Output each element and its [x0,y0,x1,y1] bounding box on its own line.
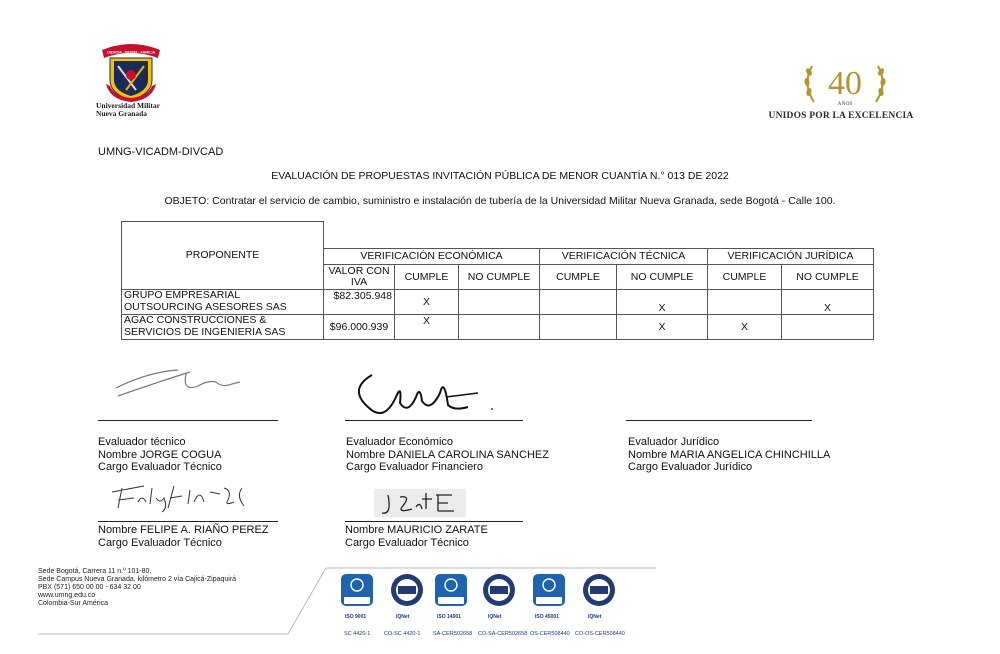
signer-name: Nombre MARIA ANGELICA CHINCHILLA [628,448,831,461]
umng-name-line1: Universidad Militar [96,101,160,110]
col-header-eco-cumple: CUMPLE [395,264,459,289]
col-header-valor: VALOR CON IVA [324,264,395,289]
footer-address2: Sede Campus Nueva Granada, kilómetro 2 vía Cajicá-Zipaquirá [38,576,237,583]
cert-code: SC 4420-1 [344,631,371,637]
group-header-tecnica: VERIFICACIÓN TÉCNICA [540,248,708,264]
cert-label: IQNet [488,614,502,620]
col-header-jur-no-cumple: NO CUMPLE [782,264,874,289]
objeto-text: Contratar el servicio de cambio, suministro e instalación de tubería de la Universidad Militar Nueva Granada, sede Bogotá - Calle 100. [212,195,836,207]
col-header-tec-cumple: CUMPLE [540,264,617,289]
cert-code: CO-OS-CER508440 [575,631,625,637]
signer-role: Evaluador técnico [98,436,186,448]
signature-felipe-riano [104,478,264,514]
row-eco-cumple: X [395,289,459,314]
row-proponente: GRUPO EMPRESARIAL OUTSOURCING ASESORES SAS [122,289,324,314]
col-header-tec-no-cumple: NO CUMPLE [617,264,708,289]
table-row [122,289,874,314]
cert-code: SA-CER502658 [433,631,473,637]
row-eco-cumple: X [395,314,459,339]
signer-cargo: Cargo Evaluador Jurídico [628,461,753,473]
document-title: EVALUACIÓN DE PROPUESTAS INVITACIÓN PÚBLICA DE MENOR CUANTÍA N.° 013 DE 2022 [271,170,729,182]
signature-jorge-cogua [108,362,268,402]
row-tec-no-cumple: X [617,314,708,339]
umng-motto-text: CIENCIA · PATRIA · FAMILIA [106,50,156,55]
anniversary-tagline: UNIDOS POR LA EXCELENCIA [768,111,914,121]
cert-code: CO-SC 4420-1 [384,631,421,637]
iqnet-seal-icon [482,573,516,607]
anniversary-40-logo [800,58,890,110]
header-spacer [324,222,874,249]
icontec-iso14001-seal-icon [434,573,468,607]
umng-wordmark [96,102,160,118]
signer-block-tecnico [98,436,222,474]
signer-role: Evaluador Económico [346,436,454,448]
group-header-juridica: VERIFICACIÓN JURÍDICA [708,248,874,264]
evaluation-table [121,221,874,340]
signer-cargo: Cargo Evaluador Financiero [346,461,483,473]
row-jur-no-cumple: X [782,289,874,314]
row-valor: $82.305.948 [324,289,395,314]
row-jur-cumple [708,289,782,314]
iqnet-seal-icon [390,573,424,607]
footer-phone: PBX (571) 650 00 00 - 634 32 00 [38,584,141,591]
table-row [122,314,874,339]
signature-line-tecnico2 [98,521,278,522]
row-tec-no-cumple: X [617,289,708,314]
anniversary-anos: AÑOS [837,101,853,107]
signer-cargo: Cargo Evaluador Técnico [98,536,222,549]
icontec-iso9001-seal-icon [340,573,374,607]
signer-role: Evaluador Jurídico [628,436,720,448]
signer-cargo: Cargo Evaluador Técnico [345,536,469,549]
certification-seals [334,570,634,650]
col-header-eco-no-cumple: NO CUMPLE [459,264,540,289]
row-eco-no-cumple [459,289,540,314]
signer-block-tecnico2 [98,524,269,549]
umng-name-line2: Nueva Granada [96,109,148,118]
signer-block-tecnico3 [345,524,488,549]
footer-web-link[interactable]: www.umng.edu.co [38,592,96,599]
table-header-row-top [122,222,874,249]
cert-label: ISO 45001 [535,614,559,620]
iqnet-seal-icon [582,573,616,607]
cert-label: ISO 14001 [437,614,461,620]
objeto-label: OBJETO: [164,195,210,207]
row-valor: $96.000.939 [324,314,395,339]
signer-name: Nombre DANIELA CAROLINA SANCHEZ [346,448,549,461]
row-proponente: AGAC CONSTRUCCIONES & SERVICIOS DE INGENIERIA SAS [122,314,324,339]
row-jur-cumple: X [708,314,782,339]
document-code: UMNG-VICADM-DIVCAD [98,146,224,158]
proponente-header: PROPONENTE [122,222,324,290]
group-header-economica: VERIFICACIÓN ECONÓMICA [324,248,540,264]
document-objeto [0,195,1000,207]
signer-block-economico [346,436,549,474]
footer-address1: Sede Bogotá, Carrera 11 n.º 101-80, [38,568,152,575]
cert-label: ISO 9001 [345,614,367,620]
cert-label: IQNet [588,614,602,620]
footer-region: Colombia-Sur América [38,600,109,607]
signature-daniela-sanchez [350,367,520,422]
signature-mauricio-zarate [372,487,468,519]
signature-line-tecnico [98,420,278,421]
signer-cargo: Cargo Evaluador Técnico [98,461,222,473]
icontec-iso45001-seal-icon [532,573,566,607]
signer-block-juridico [628,436,830,474]
signature-line-juridico [626,420,812,421]
row-jur-no-cumple [782,314,874,339]
cert-code: OS-CER508440 [530,631,570,637]
cert-label: IQNet [396,614,410,620]
signature-line-economico [345,420,523,421]
signer-name: Nombre MAURICIO ZARATE [345,524,488,536]
row-tec-cumple [540,289,617,314]
signer-name: Nombre FELIPE A. RIAÑO PEREZ [98,524,269,536]
cert-code: CO-SA-CER502658 [478,631,528,637]
signer-name: Nombre JORGE COGUA [98,448,222,461]
col-header-jur-cumple: CUMPLE [708,264,782,289]
row-tec-cumple [540,314,617,339]
row-eco-no-cumple [459,314,540,339]
anniversary-number: 40 [828,65,862,102]
signature-line-tecnico3 [345,521,523,522]
